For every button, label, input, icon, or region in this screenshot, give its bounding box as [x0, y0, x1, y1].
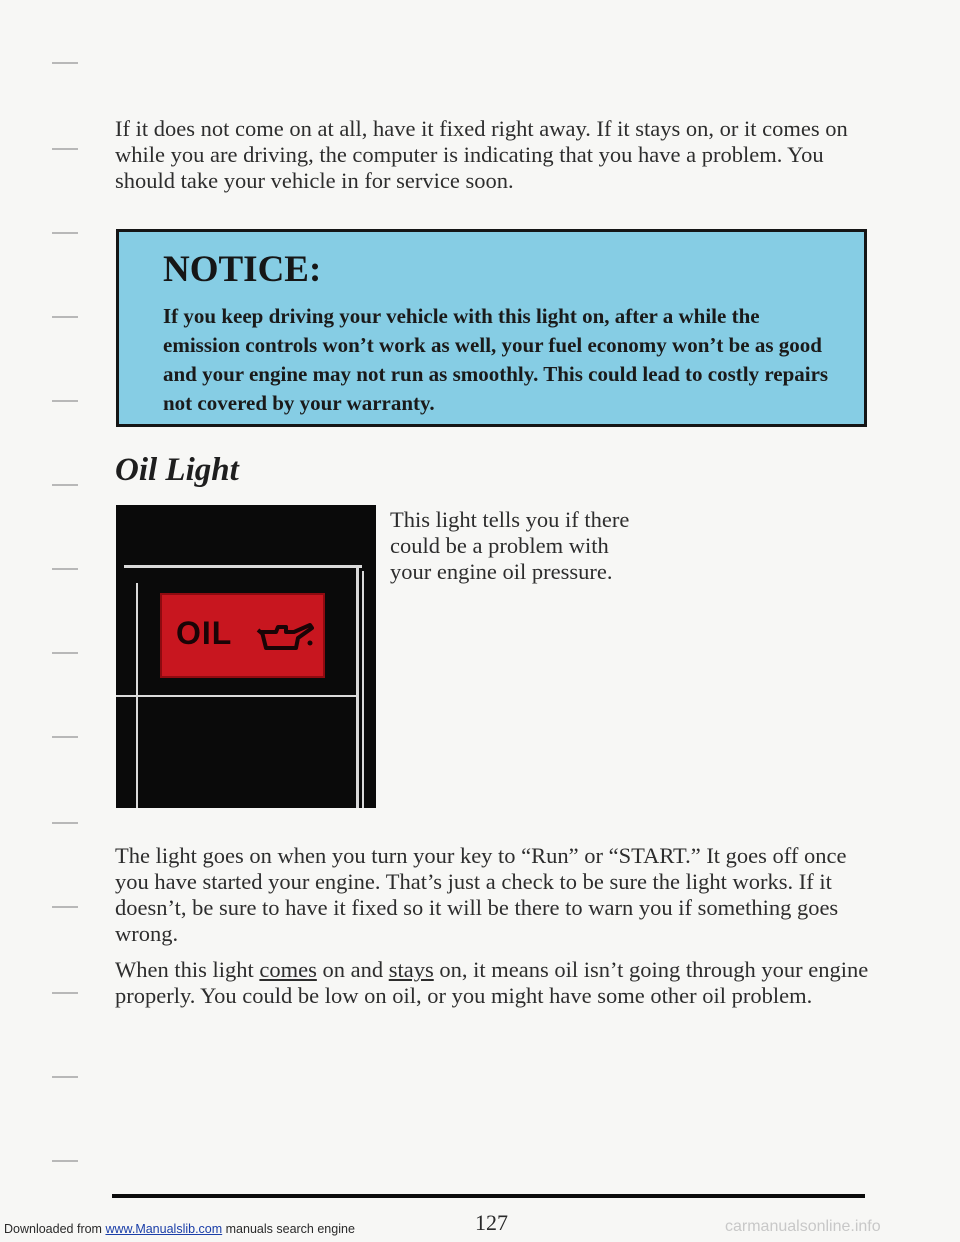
footer-suffix: manuals search engine: [222, 1222, 355, 1236]
paragraph-text: on, it means oil isn’t going through your engine properly. You could be low on oil, or you might have some other oil problem.: [115, 957, 869, 1008]
margin-mark: [52, 906, 78, 908]
margin-mark: [52, 568, 78, 570]
image-frame-line: [116, 695, 356, 697]
oil-light-image: [116, 505, 376, 808]
paragraph-text: on and: [316, 957, 389, 982]
oil-warning-label: OIL: [176, 615, 233, 651]
notice-text: If you keep driving your vehicle with this light on, after a while the emission controls won’t work as well, your fuel economy won’t be as good and your engine may not run as smoothly. This could lead to costly repairs not covered by your warranty.: [163, 304, 829, 415]
footer-rule: [112, 1194, 865, 1198]
image-frame-line: [362, 571, 364, 808]
margin-mark: [52, 1076, 78, 1078]
margin-mark: [52, 148, 78, 150]
margin-mark: [52, 652, 78, 654]
page-number: 127: [475, 1210, 508, 1235]
margin-mark: [52, 992, 78, 994]
body-paragraph: The light goes on when you turn your key to “Run” or “START.” It goes off once you have started your engine. That’s just a check to be sure the light works. If it doesn’t, be sure to have it fixed so it will be there to warn you if something goes wrong.: [115, 843, 847, 946]
intro-paragraph: If it does not come on at all, have it fixed right away. If it stays on, or it comes on while you are driving, the computer is indicating that you have a problem. You should take your vehicle in for service soon.: [115, 116, 848, 193]
underlined-word: comes: [259, 957, 317, 982]
warning-paragraph: [115, 957, 875, 1009]
margin-mark: [52, 62, 78, 64]
manualslib-link[interactable]: www.Manualslib.com: [105, 1222, 223, 1236]
image-frame-line: [356, 565, 359, 808]
margin-mark: [52, 1160, 78, 1162]
image-frame-line: [124, 565, 362, 568]
margin-mark: [52, 822, 78, 824]
notice-title: NOTICE:: [163, 249, 322, 290]
margin-mark: [52, 736, 78, 738]
margin-mark: [52, 232, 78, 234]
oil-can-icon: [256, 621, 314, 655]
oil-light-description: This light tells you if there could be a problem with your engine oil pressure.: [390, 507, 630, 584]
oil-warning-light: [160, 593, 325, 678]
footer-prefix: Downloaded from: [4, 1222, 106, 1236]
margin-mark: [52, 484, 78, 486]
margin-mark: [52, 316, 78, 318]
watermark: carmanualsonline.info: [725, 1218, 881, 1235]
notice-box: [116, 229, 867, 427]
download-footer: [4, 1222, 355, 1236]
underlined-word: stays: [388, 957, 434, 982]
paragraph-text: When this light: [115, 957, 260, 982]
margin-mark: [52, 400, 78, 402]
section-title: Oil Light: [115, 452, 239, 488]
